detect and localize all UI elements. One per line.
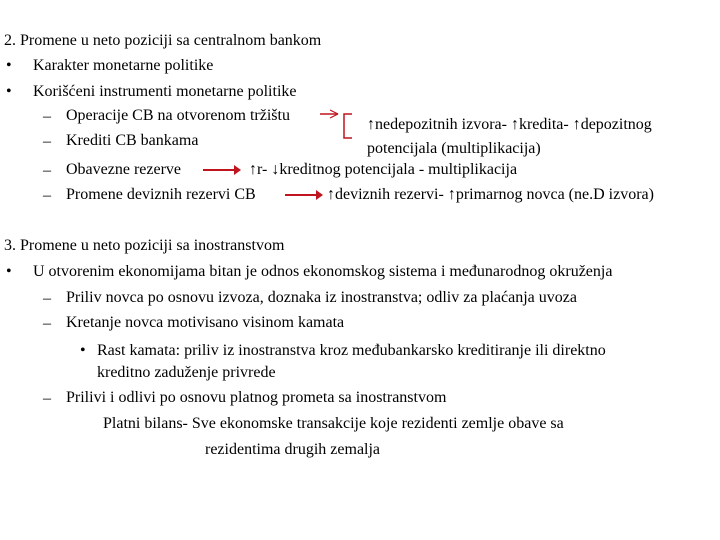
reserve-effect: ↑r- ↓kreditnog potencijala - multiplikacija bbox=[249, 161, 518, 178]
arrow-right-icon bbox=[284, 188, 324, 202]
bullet-open-economies: U otvorenim ekonomijama bitan je odnos ekonomskog sistema i međunarodnog okruženja bbox=[33, 263, 613, 280]
subsub-interest-rise-line1: Rast kamata: priliv iz inostranstva kroz međubankarsko kreditiranje ili direktno bbox=[97, 342, 606, 359]
dash-marker: – bbox=[43, 162, 51, 179]
sub-fx-reserves: Promene deviznih rezervi CB bbox=[66, 186, 256, 203]
dash-marker: – bbox=[43, 108, 51, 125]
dash-marker: – bbox=[43, 315, 51, 332]
sub-payment-flows: Prilivi i odlivi po osnovu platnog prometa sa inostranstvom bbox=[66, 389, 447, 406]
bracket-note-line2: potencijala (multiplikacija) bbox=[367, 140, 541, 157]
dash-marker: – bbox=[43, 390, 51, 407]
bullet-monetary-policy: Karakter monetarne politike bbox=[33, 57, 214, 74]
bracket-note-line1: ↑nedepozitnih izvora- ↑kredita- ↑depozitnog bbox=[367, 116, 652, 133]
sub-required-reserves: Obavezne rezerve bbox=[66, 161, 182, 178]
bracket-connector bbox=[318, 108, 358, 148]
section2-title: 2. Promene u neto poziciji sa centralnom bankom bbox=[4, 32, 322, 49]
dash-marker: – bbox=[43, 290, 51, 307]
sub-cb-credits: Krediti CB bankama bbox=[66, 132, 199, 149]
note-balance-of-payments-line1: Platni bilans- Sve ekonomske transakcije koje rezidenti zemlje obave sa bbox=[103, 415, 564, 432]
bullet-marker: • bbox=[6, 263, 12, 280]
subsub-interest-rise-line2: kreditno zaduženje privrede bbox=[97, 364, 276, 381]
fx-effect: ↑deviznih rezervi- ↑primarnog novca (ne.D izvora) bbox=[327, 186, 654, 203]
bullet-instruments: Korišćeni instrumenti monetarne politike bbox=[33, 83, 297, 100]
note-balance-of-payments-line2: rezidentima drugih zemalja bbox=[205, 441, 381, 458]
bullet-marker: • bbox=[80, 342, 86, 359]
section3-title: 3. Promene u neto poziciji sa inostranstvom bbox=[4, 237, 285, 254]
sub-open-market: Operacije CB na otvorenom tržištu bbox=[66, 107, 290, 124]
sub-interest-motivated: Kretanje novca motivisano visinom kamata bbox=[66, 314, 345, 331]
dash-marker: – bbox=[43, 187, 51, 204]
arrow-right-icon bbox=[202, 163, 242, 177]
bullet-marker: • bbox=[6, 83, 12, 100]
sub-inflow-outflow: Priliv novca po osnovu izvoza, doznaka iz inostranstva; odliv za plaćanja uvoza bbox=[66, 289, 577, 306]
bullet-marker: • bbox=[6, 57, 12, 74]
dash-marker: – bbox=[43, 133, 51, 150]
